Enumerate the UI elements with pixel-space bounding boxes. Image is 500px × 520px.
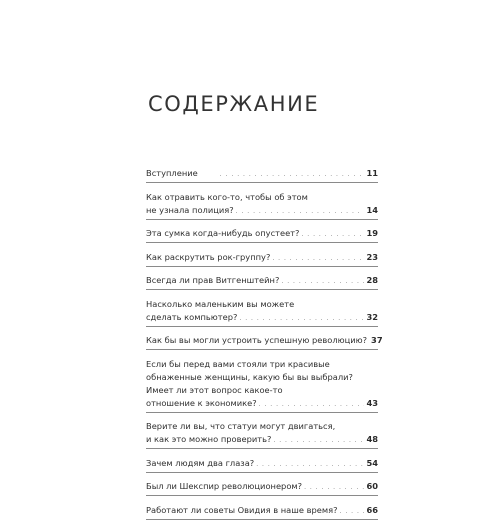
toc-entry [146, 334, 383, 350]
toc-row [146, 274, 378, 288]
toc-entry-line: обнаженные женщины, какую бы вы выбрали? [146, 371, 353, 382]
table-of-contents [146, 167, 383, 520]
toc-row [146, 311, 378, 325]
toc-entry-line: Как раскрутить рок-группу? [146, 251, 271, 262]
toc-entry [146, 504, 378, 520]
toc-entry-line: Работают ли советы Овидия в наше время? [146, 504, 338, 515]
toc-entry-line: сделать компьютер? [146, 311, 238, 322]
toc-row [146, 167, 378, 181]
toc-page-number: 11 [366, 168, 378, 178]
leader-dots [256, 458, 364, 471]
toc-row [146, 480, 378, 494]
toc-entry-line: не узнала полиция? [146, 204, 234, 215]
toc-entry-text [146, 167, 218, 180]
toc-entry [146, 191, 378, 220]
toc-entry [146, 274, 378, 290]
toc-page-number: 54 [366, 457, 378, 468]
toc-entry-line: Если бы перед вами стояли три красивые [146, 358, 330, 369]
toc-row [146, 433, 378, 447]
leader-dots [220, 168, 365, 181]
toc-page-number: 14 [366, 204, 378, 215]
toc-entry-line: Вступление [146, 168, 198, 178]
toc-entry [146, 251, 378, 267]
leader-dots [273, 434, 364, 447]
leader-dots [301, 228, 364, 241]
toc-entry [146, 358, 378, 413]
page-title: СОДЕРЖАНИЕ [148, 92, 320, 116]
leader-dots [272, 252, 364, 265]
toc-entry [146, 480, 378, 496]
leader-dots [304, 481, 364, 494]
toc-entry-line: Был ли Шекспир революционером? [146, 481, 303, 491]
toc-page-number: 23 [366, 251, 378, 262]
leader-dots [281, 275, 364, 288]
toc-row [146, 504, 378, 518]
leader-dots [239, 312, 364, 325]
toc-page-number: 32 [366, 311, 378, 322]
toc-entry-line: Зачем людям два глаза? [146, 457, 255, 468]
toc-row [146, 457, 378, 471]
toc-page-number: 48 [366, 434, 378, 444]
toc-page-number: 66 [366, 504, 378, 515]
toc-entry [146, 227, 378, 243]
leader-dots [340, 505, 365, 518]
leader-dots [236, 205, 365, 218]
toc-entry-line: Верите ли вы, что статуи могут двигаться, [146, 421, 336, 431]
toc-entry [146, 298, 378, 327]
toc-row [146, 397, 378, 411]
toc-entry-line: Насколько маленьким вы можете [146, 298, 295, 309]
leader-dots [259, 398, 365, 411]
toc-row [146, 227, 378, 241]
toc-entry-line: Имеет ли этот вопрос какое-то [146, 384, 283, 395]
toc-entry-line: Эта сумка когда-нибудь опустеет? [146, 228, 300, 238]
toc-entry [146, 167, 378, 183]
toc-row [146, 204, 378, 218]
toc-page-number: 60 [366, 481, 378, 491]
toc-page-number: 37 [371, 335, 383, 345]
toc-entry-line: Всегда ли прав Витгенштейн? [146, 275, 280, 285]
toc-entry-line: отношение к экономике? [146, 397, 257, 408]
toc-page-number: 28 [366, 275, 378, 285]
toc-entry-line: Как отравить кого-то, чтобы об этом [146, 191, 308, 202]
toc-entry [146, 420, 378, 449]
toc-row [146, 251, 378, 265]
toc-entry-line: и как это можно проверить? [146, 434, 272, 444]
toc-row [146, 334, 383, 348]
toc-entry [146, 457, 378, 473]
toc-page-number: 43 [366, 397, 378, 408]
toc-page-number: 19 [366, 228, 378, 238]
toc-entry-line: Как бы вы могли устроить успешную революцию? [146, 335, 368, 345]
